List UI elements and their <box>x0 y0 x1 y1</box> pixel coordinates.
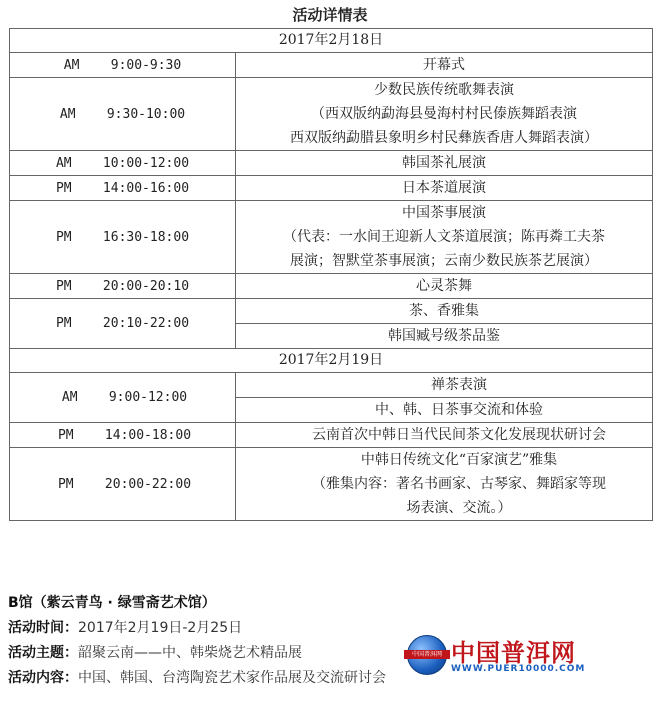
schedule-row <box>10 274 653 299</box>
event-line: 中国茶事展演 <box>402 205 486 221</box>
event-line: （西双版纳勐海县曼海村村民傣族舞蹈表演 <box>311 106 577 122</box>
schedule-row <box>10 53 653 78</box>
hall-theme-value: 韶聚云南——中、韩柴烧艺术精品展 <box>78 645 302 661</box>
event-line: 场表演、交流。） <box>406 500 512 516</box>
time-cell: AM 9:30-10:00 <box>10 78 236 151</box>
time-cell: PM 20:00-22:00 <box>10 448 236 521</box>
hall-time-label: 活动时间： <box>8 620 78 636</box>
date-cell: 2017年2月18日 <box>10 29 653 53</box>
hall-theme-label: 活动主题： <box>8 645 78 661</box>
watermark-logo <box>407 633 612 681</box>
event-cell <box>236 274 653 299</box>
event-cell <box>236 201 653 274</box>
event-cell <box>236 299 653 324</box>
event-line: 韩国茶礼展演 <box>402 155 486 171</box>
hall-theme <box>8 642 302 662</box>
hall-time-value: 2017年2月19日-2月25日 <box>78 620 243 636</box>
event-line: （雅集内容：著名书画家、古琴家、舞蹈家等现 <box>312 476 606 492</box>
table-title: 活动详情表 <box>292 6 368 24</box>
schedule-row <box>10 373 653 398</box>
event-cell <box>236 398 653 423</box>
event-line: （代表：一水间王迎新人文茶道展演；陈再粦工夫茶 <box>283 229 605 245</box>
event-cell <box>236 151 653 176</box>
schedule-row <box>10 423 653 448</box>
schedule-row <box>10 151 653 176</box>
event-cell <box>236 176 653 201</box>
hall-time <box>8 617 242 637</box>
time-cell: PM 14:00-18:00 <box>10 423 236 448</box>
schedule-row <box>10 299 653 324</box>
globe-icon <box>407 635 447 675</box>
hall-name <box>8 592 216 612</box>
time-cell: AM 9:00-12:00 <box>10 373 236 423</box>
time-cell: PM 20:00-20:10 <box>10 274 236 299</box>
event-line: 展演；智默堂茶事展演；云南少数民族茶艺展演） <box>290 253 598 269</box>
event-line: 中、韩、日茶事交流和体验 <box>375 402 543 418</box>
time-cell: AM 9:00-9:30 <box>10 53 236 78</box>
event-line: 西双版纳勐腊县象明乡村民彝族香唐人舞蹈表演） <box>290 130 598 146</box>
time-cell: PM 14:00-16:00 <box>10 176 236 201</box>
event-line: 韩国臧号级茶品鉴 <box>388 328 500 344</box>
event-cell <box>236 373 653 398</box>
event-cell <box>236 423 653 448</box>
event-line: 茶、香雅集 <box>409 303 479 319</box>
event-line: 开幕式 <box>423 57 465 73</box>
time-cell: AM 10:00-12:00 <box>10 151 236 176</box>
time-cell: PM 16:30-18:00 <box>10 201 236 274</box>
schedule-row <box>10 78 653 151</box>
globe-badge: 中国普洱网 <box>404 650 450 659</box>
event-line: 日本茶道展演 <box>402 180 486 196</box>
event-line: 中韩日传统文化“百家演艺”雅集 <box>360 452 558 468</box>
schedule-table <box>9 28 653 521</box>
date-cell: 2017年2月19日 <box>10 349 653 373</box>
watermark-url: WWW.PUER10000.COM <box>451 664 586 674</box>
event-line: 心灵茶舞 <box>416 278 472 294</box>
date-row <box>10 349 653 373</box>
event-cell <box>236 448 653 521</box>
schedule-row <box>10 201 653 274</box>
hall-name-text: B馆（紫云青鸟 · 绿雪斋艺术馆） <box>8 595 216 611</box>
hall-content-label: 活动内容： <box>8 670 78 686</box>
hall-content-value: 中国、韩国、台湾陶瓷艺术家作品展及交流研讨会 <box>78 670 386 686</box>
event-cell <box>236 53 653 78</box>
event-cell <box>236 78 653 151</box>
watermark-name: 中国普洱网 <box>451 639 576 667</box>
time-cell: PM 20:10-22:00 <box>10 299 236 349</box>
event-line: 禅茶表演 <box>431 377 487 393</box>
event-cell <box>236 324 653 349</box>
schedule-row <box>10 176 653 201</box>
schedule-row <box>10 448 653 521</box>
event-line: 少数民族传统歌舞表演 <box>374 82 514 98</box>
date-row <box>10 29 653 53</box>
event-line: 云南首次中韩日当代民间茶文化发展现状研讨会 <box>312 427 606 443</box>
hall-content <box>8 667 386 687</box>
